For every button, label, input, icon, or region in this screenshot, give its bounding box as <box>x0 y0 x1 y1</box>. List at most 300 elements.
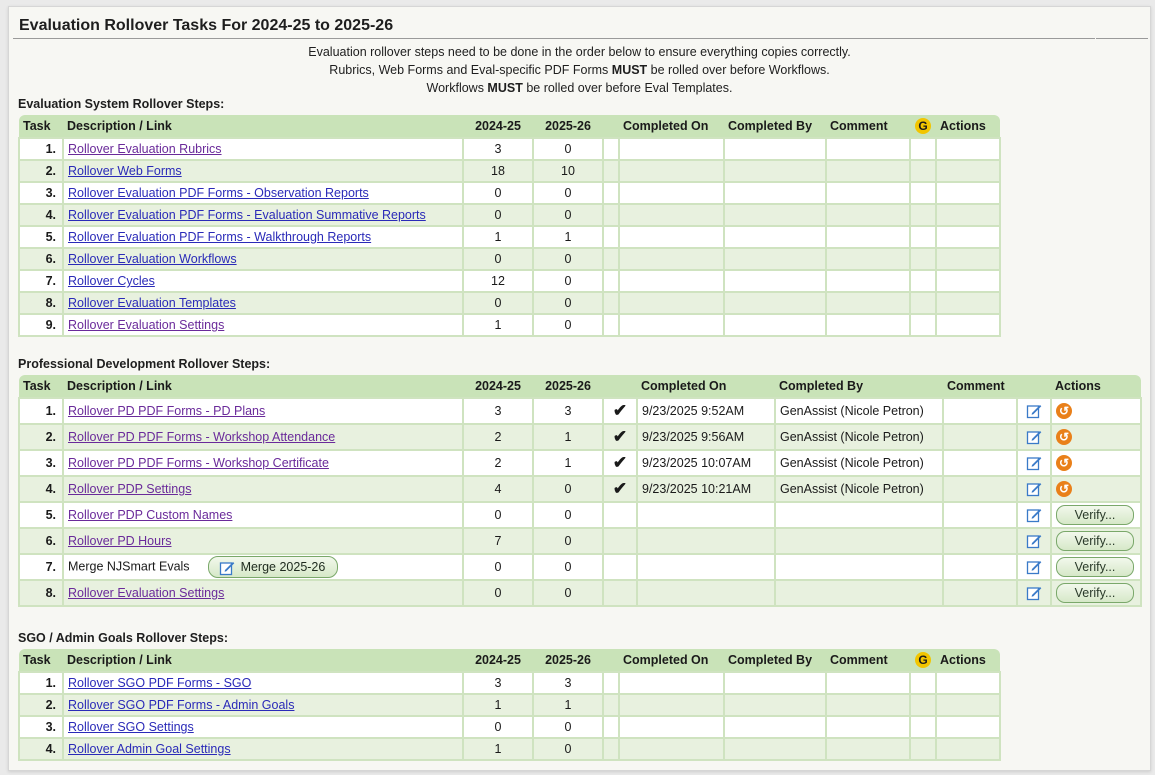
sgo-row <box>19 672 1000 694</box>
rollover-link[interactable]: Rollover PDP Custom Names <box>68 508 233 522</box>
actions-cell <box>1051 424 1141 450</box>
pd-row <box>19 580 1141 606</box>
actions-cell <box>936 314 1000 336</box>
edit-cell[interactable] <box>1017 554 1051 580</box>
rollover-link[interactable]: Rollover PDP Settings <box>68 482 192 496</box>
completed-on-cell <box>619 226 724 248</box>
sgo-section-label: SGO / Admin Goals Rollover Steps: <box>18 631 228 645</box>
g-icon[interactable]: G <box>915 652 931 668</box>
eval-header-row <box>19 115 1000 138</box>
rollover-panel <box>8 6 1151 771</box>
pd-header-row <box>19 375 1141 398</box>
count-2025-26: 1 <box>533 694 603 716</box>
intro-line-2-must: MUST <box>611 63 648 77</box>
g-cell <box>910 182 936 204</box>
col-comment: Comment <box>826 649 910 672</box>
check-cell <box>603 182 619 204</box>
merge-button[interactable] <box>208 556 339 578</box>
description-cell <box>63 502 463 528</box>
count-2025-26: 0 <box>533 292 603 314</box>
completed-on-cell <box>619 182 724 204</box>
sgo-header-row <box>19 649 1000 672</box>
task-number: 8. <box>19 580 63 606</box>
count-2024-25: 1 <box>463 314 533 336</box>
completed-by-cell: GenAssist (Nicole Petron) <box>775 450 943 476</box>
description-cell <box>63 292 463 314</box>
count-2025-26: 1 <box>533 226 603 248</box>
pd-section-label: Professional Development Rollover Steps: <box>18 357 271 371</box>
completed-by-cell <box>724 160 826 182</box>
col-description: Description / Link <box>63 649 463 672</box>
col-completed-on: Completed On <box>619 649 724 672</box>
completed-on-cell <box>619 270 724 292</box>
g-cell <box>910 314 936 336</box>
check-cell <box>603 314 619 336</box>
count-2025-26: 0 <box>533 182 603 204</box>
intro-text <box>9 43 1150 97</box>
verify-button[interactable]: Verify... <box>1056 505 1134 525</box>
rollover-link[interactable]: Rollover PD PDF Forms - Workshop Attendance <box>68 430 336 444</box>
edit-icon[interactable] <box>1026 455 1042 471</box>
task-number: 5. <box>19 502 63 528</box>
rollover-link[interactable]: Rollover Evaluation PDF Forms - Evaluation Summative Reports <box>68 208 426 222</box>
description-cell <box>63 738 463 760</box>
g-cell <box>910 248 936 270</box>
check-cell <box>603 528 637 554</box>
description-cell <box>63 580 463 606</box>
comment-cell <box>826 204 910 226</box>
check-cell: ✔ <box>603 450 637 476</box>
col-edit <box>1017 375 1051 398</box>
description-cell <box>63 182 463 204</box>
rollover-link[interactable]: Rollover Admin Goal Settings <box>68 742 231 756</box>
page-title: Evaluation Rollover Tasks For 2024-25 to 2025-26 <box>19 17 394 34</box>
edit-icon[interactable] <box>1026 481 1042 497</box>
count-2025-26: 0 <box>533 502 603 528</box>
count-2025-26: 3 <box>533 672 603 694</box>
count-2024-25: 0 <box>463 580 533 606</box>
count-2025-26: 0 <box>533 554 603 580</box>
actions-cell <box>936 182 1000 204</box>
intro-line-3-must: MUST <box>487 81 523 95</box>
description-cell <box>63 450 463 476</box>
completed-by-cell <box>724 270 826 292</box>
completed-on-cell <box>637 528 775 554</box>
rollover-link[interactable]: Rollover PD Hours <box>68 534 172 548</box>
col-comment: Comment <box>943 375 1017 398</box>
actions-cell <box>1051 528 1141 554</box>
count-2025-26: 1 <box>533 450 603 476</box>
sgo-row <box>19 738 1000 760</box>
intro-line-3 <box>9 79 1150 97</box>
actions-cell <box>936 672 1000 694</box>
g-cell <box>910 204 936 226</box>
edit-icon[interactable] <box>1026 507 1042 523</box>
col-task: Task <box>19 375 63 398</box>
task-number: 1. <box>19 398 63 424</box>
count-2024-25: 0 <box>463 716 533 738</box>
count-2025-26: 0 <box>533 716 603 738</box>
comment-cell <box>943 424 1017 450</box>
merge-button-label: Merge 2025-26 <box>240 560 326 574</box>
check-cell <box>603 138 619 160</box>
pd-row <box>19 398 1141 424</box>
edit-cell[interactable] <box>1017 424 1051 450</box>
check-cell <box>603 248 619 270</box>
count-2024-25: 3 <box>463 398 533 424</box>
check-cell <box>603 226 619 248</box>
check-cell <box>603 554 637 580</box>
completed-by-cell <box>775 528 943 554</box>
col-2024-25: 2024-25 <box>463 649 533 672</box>
count-2025-26: 0 <box>533 314 603 336</box>
completed-by-cell <box>724 204 826 226</box>
comment-cell <box>826 160 910 182</box>
actions-cell <box>1051 580 1141 606</box>
g-cell <box>910 292 936 314</box>
comment-cell <box>826 716 910 738</box>
g-cell <box>910 160 936 182</box>
description-cell <box>63 248 463 270</box>
count-2024-25: 4 <box>463 476 533 502</box>
verify-button[interactable]: Verify... <box>1056 531 1134 551</box>
task-number: 5. <box>19 226 63 248</box>
col-g[interactable] <box>910 649 936 672</box>
description-cell <box>63 672 463 694</box>
actions-cell <box>936 716 1000 738</box>
description-cell <box>63 160 463 182</box>
col-2024-25: 2024-25 <box>463 115 533 138</box>
actions-cell <box>1051 398 1141 424</box>
description-cell <box>63 554 463 580</box>
completed-by-cell <box>724 716 826 738</box>
col-2024-25: 2024-25 <box>463 375 533 398</box>
undo-icon[interactable]: ↺ <box>1056 429 1072 445</box>
actions-cell <box>936 204 1000 226</box>
count-2025-26: 10 <box>533 160 603 182</box>
comment-cell <box>943 554 1017 580</box>
completed-by-cell: GenAssist (Nicole Petron) <box>775 476 943 502</box>
task-number: 1. <box>19 138 63 160</box>
rollover-link[interactable]: Rollover Cycles <box>68 274 155 288</box>
undo-icon[interactable]: ↺ <box>1056 403 1072 419</box>
pd-row <box>19 424 1141 450</box>
actions-cell <box>936 292 1000 314</box>
task-number: 2. <box>19 694 63 716</box>
edit-cell[interactable] <box>1017 450 1051 476</box>
completed-on-cell <box>637 554 775 580</box>
col-actions: Actions <box>936 649 1000 672</box>
description-cell <box>63 528 463 554</box>
sgo-row <box>19 694 1000 716</box>
completed-on-cell: 9/23/2025 10:21AM <box>637 476 775 502</box>
description-cell <box>63 138 463 160</box>
actions-cell <box>936 138 1000 160</box>
intro-line-2 <box>9 61 1150 79</box>
completed-on-cell <box>637 502 775 528</box>
count-2025-26: 0 <box>533 270 603 292</box>
edit-icon[interactable] <box>1026 585 1042 601</box>
edit-icon[interactable] <box>1026 559 1042 575</box>
completed-on-cell <box>619 672 724 694</box>
completed-by-cell: GenAssist (Nicole Petron) <box>775 398 943 424</box>
completed-by-cell <box>775 554 943 580</box>
completed-on-cell <box>637 580 775 606</box>
col-task: Task <box>19 115 63 138</box>
check-cell <box>603 694 619 716</box>
eval-section-label: Evaluation System Rollover Steps: <box>18 97 225 111</box>
col-description: Description / Link <box>63 375 463 398</box>
task-number: 4. <box>19 204 63 226</box>
comment-cell <box>826 270 910 292</box>
pd-row <box>19 554 1141 580</box>
pd-row <box>19 476 1141 502</box>
eval-row <box>19 292 1000 314</box>
actions-cell <box>936 270 1000 292</box>
rollover-link[interactable]: Rollover Evaluation Settings <box>68 318 225 332</box>
eval-row <box>19 270 1000 292</box>
edit-icon[interactable] <box>1026 403 1042 419</box>
check-cell <box>603 672 619 694</box>
description-cell <box>63 314 463 336</box>
check-cell: ✔ <box>603 476 637 502</box>
task-number: 6. <box>19 248 63 270</box>
task-number: 8. <box>19 292 63 314</box>
col-2025-26: 2025-26 <box>533 375 603 398</box>
count-2025-26: 0 <box>533 738 603 760</box>
col-check <box>603 375 637 398</box>
count-2024-25: 0 <box>463 182 533 204</box>
comment-cell <box>943 398 1017 424</box>
g-cell <box>910 226 936 248</box>
completed-on-cell <box>619 138 724 160</box>
eval-row <box>19 138 1000 160</box>
count-2024-25: 0 <box>463 248 533 270</box>
completed-on-cell <box>619 694 724 716</box>
pd-row <box>19 528 1141 554</box>
comment-cell <box>826 226 910 248</box>
task-number: 2. <box>19 424 63 450</box>
actions-cell <box>1051 502 1141 528</box>
task-number: 2. <box>19 160 63 182</box>
check-cell <box>603 716 619 738</box>
completed-on-cell <box>619 292 724 314</box>
task-number: 7. <box>19 554 63 580</box>
rollover-link[interactable]: Rollover Web Forms <box>68 164 182 178</box>
count-2024-25: 0 <box>463 502 533 528</box>
completed-on-cell <box>619 738 724 760</box>
completed-on-cell <box>619 716 724 738</box>
count-2024-25: 18 <box>463 160 533 182</box>
task-number: 9. <box>19 314 63 336</box>
intro-line-1: Evaluation rollover steps need to be done in the order below to ensure everything copies correctly. <box>308 45 851 59</box>
sgo-rollover-table <box>18 649 1001 761</box>
completed-by-cell <box>724 248 826 270</box>
count-2025-26: 3 <box>533 398 603 424</box>
g-cell <box>910 716 936 738</box>
eval-row <box>19 248 1000 270</box>
description-cell <box>63 716 463 738</box>
actions-cell <box>936 160 1000 182</box>
count-2024-25: 1 <box>463 226 533 248</box>
check-cell <box>603 160 619 182</box>
count-2025-26: 0 <box>533 528 603 554</box>
col-completed-by: Completed By <box>775 375 943 398</box>
eval-row <box>19 204 1000 226</box>
rollover-link[interactable]: Rollover PD PDF Forms - Workshop Certificate <box>68 456 329 470</box>
check-cell <box>603 292 619 314</box>
comment-cell <box>826 738 910 760</box>
comment-cell <box>943 580 1017 606</box>
comment-cell <box>826 292 910 314</box>
rollover-link[interactable]: Rollover SGO PDF Forms - Admin Goals <box>68 698 295 712</box>
count-2024-25: 3 <box>463 138 533 160</box>
count-2024-25: 0 <box>463 204 533 226</box>
rollover-link[interactable]: Rollover SGO PDF Forms - SGO <box>68 676 252 690</box>
title-divider-right <box>1096 38 1148 39</box>
comment-cell <box>943 476 1017 502</box>
completed-on-cell <box>619 204 724 226</box>
task-number: 3. <box>19 182 63 204</box>
edit-icon[interactable] <box>1026 533 1042 549</box>
count-2024-25: 0 <box>463 292 533 314</box>
completed-on-cell <box>619 248 724 270</box>
col-check <box>603 649 619 672</box>
g-cell <box>910 672 936 694</box>
edit-cell[interactable] <box>1017 502 1051 528</box>
completed-by-cell: GenAssist (Nicole Petron) <box>775 424 943 450</box>
task-number: 3. <box>19 716 63 738</box>
edit-cell[interactable] <box>1017 528 1051 554</box>
col-completed-by: Completed By <box>724 115 826 138</box>
rollover-link[interactable]: Rollover PD PDF Forms - PD Plans <box>68 404 266 418</box>
actions-cell <box>1051 554 1141 580</box>
completed-by-cell <box>724 694 826 716</box>
task-number: 1. <box>19 672 63 694</box>
check-cell: ✔ <box>603 398 637 424</box>
count-2025-26: 0 <box>533 138 603 160</box>
intro-line-3-pre: Workflows <box>426 81 488 95</box>
completed-by-cell <box>724 738 826 760</box>
edit-cell[interactable] <box>1017 580 1051 606</box>
col-completed-on: Completed On <box>637 375 775 398</box>
verify-button[interactable]: Verify... <box>1056 583 1134 603</box>
completed-on-cell <box>619 314 724 336</box>
edit-cell[interactable] <box>1017 398 1051 424</box>
count-2025-26: 0 <box>533 580 603 606</box>
completed-by-cell <box>724 138 826 160</box>
completed-by-cell <box>724 672 826 694</box>
count-2024-25: 2 <box>463 424 533 450</box>
pd-rollover-table <box>18 375 1142 607</box>
intro-line-2-post: be rolled over before Workflows. <box>647 63 830 77</box>
eval-row <box>19 182 1000 204</box>
comment-cell <box>826 138 910 160</box>
g-cell <box>910 138 936 160</box>
description-cell <box>63 226 463 248</box>
title-divider <box>13 38 1095 39</box>
rollover-link[interactable]: Rollover Evaluation Templates <box>68 296 236 310</box>
intro-line-3-post: be rolled over before Eval Templates. <box>522 81 733 95</box>
count-2024-25: 3 <box>463 672 533 694</box>
actions-cell <box>936 248 1000 270</box>
rollover-link[interactable]: Rollover Evaluation PDF Forms - Walkthrough Reports <box>68 230 372 244</box>
verify-button[interactable]: Verify... <box>1056 557 1134 577</box>
task-number: 3. <box>19 450 63 476</box>
completed-on-cell: 9/23/2025 9:56AM <box>637 424 775 450</box>
rollover-link[interactable]: Rollover Evaluation PDF Forms - Observation Reports <box>68 186 369 200</box>
rollover-link[interactable]: Rollover SGO Settings <box>68 720 194 734</box>
check-cell <box>603 204 619 226</box>
check-cell <box>603 580 637 606</box>
count-2025-26: 0 <box>533 204 603 226</box>
completed-on-cell: 9/23/2025 10:07AM <box>637 450 775 476</box>
edit-cell[interactable] <box>1017 476 1051 502</box>
pd-row <box>19 450 1141 476</box>
undo-icon[interactable]: ↺ <box>1056 481 1072 497</box>
count-2025-26: 0 <box>533 476 603 502</box>
sgo-row <box>19 716 1000 738</box>
pd-row <box>19 502 1141 528</box>
actions-cell <box>936 226 1000 248</box>
description-cell <box>63 694 463 716</box>
completed-by-cell <box>775 502 943 528</box>
completed-by-cell <box>724 314 826 336</box>
actions-cell <box>936 738 1000 760</box>
task-number: 4. <box>19 476 63 502</box>
count-2024-25: 0 <box>463 554 533 580</box>
check-cell <box>603 738 619 760</box>
col-g[interactable] <box>910 115 936 138</box>
check-cell: ✔ <box>603 424 637 450</box>
col-check <box>603 115 619 138</box>
col-description: Description / Link <box>63 115 463 138</box>
check-cell <box>603 270 619 292</box>
undo-icon[interactable]: ↺ <box>1056 455 1072 471</box>
g-cell <box>910 694 936 716</box>
description-cell <box>63 398 463 424</box>
edit-icon <box>219 560 235 576</box>
rollover-link[interactable]: Rollover Evaluation Settings <box>68 586 225 600</box>
description-cell <box>63 424 463 450</box>
count-2024-25: 7 <box>463 528 533 554</box>
count-2024-25: 12 <box>463 270 533 292</box>
description-cell <box>63 270 463 292</box>
completed-on-cell <box>619 160 724 182</box>
comment-cell <box>943 502 1017 528</box>
comment-cell <box>826 248 910 270</box>
comment-cell <box>826 182 910 204</box>
rollover-link[interactable]: Rollover Evaluation Workflows <box>68 252 237 266</box>
g-icon[interactable]: G <box>915 118 931 134</box>
eval-rollover-table <box>18 115 1001 337</box>
edit-icon[interactable] <box>1026 429 1042 445</box>
eval-row <box>19 314 1000 336</box>
description-cell <box>63 204 463 226</box>
comment-cell <box>826 314 910 336</box>
actions-cell <box>936 694 1000 716</box>
col-2025-26: 2025-26 <box>533 649 603 672</box>
completed-by-cell <box>775 580 943 606</box>
comment-cell <box>826 672 910 694</box>
task-number: 7. <box>19 270 63 292</box>
col-actions: Actions <box>1051 375 1141 398</box>
completed-by-cell <box>724 226 826 248</box>
comment-cell <box>943 450 1017 476</box>
count-2025-26: 0 <box>533 248 603 270</box>
rollover-link[interactable]: Rollover Evaluation Rubrics <box>68 142 222 156</box>
count-2025-26: 1 <box>533 424 603 450</box>
